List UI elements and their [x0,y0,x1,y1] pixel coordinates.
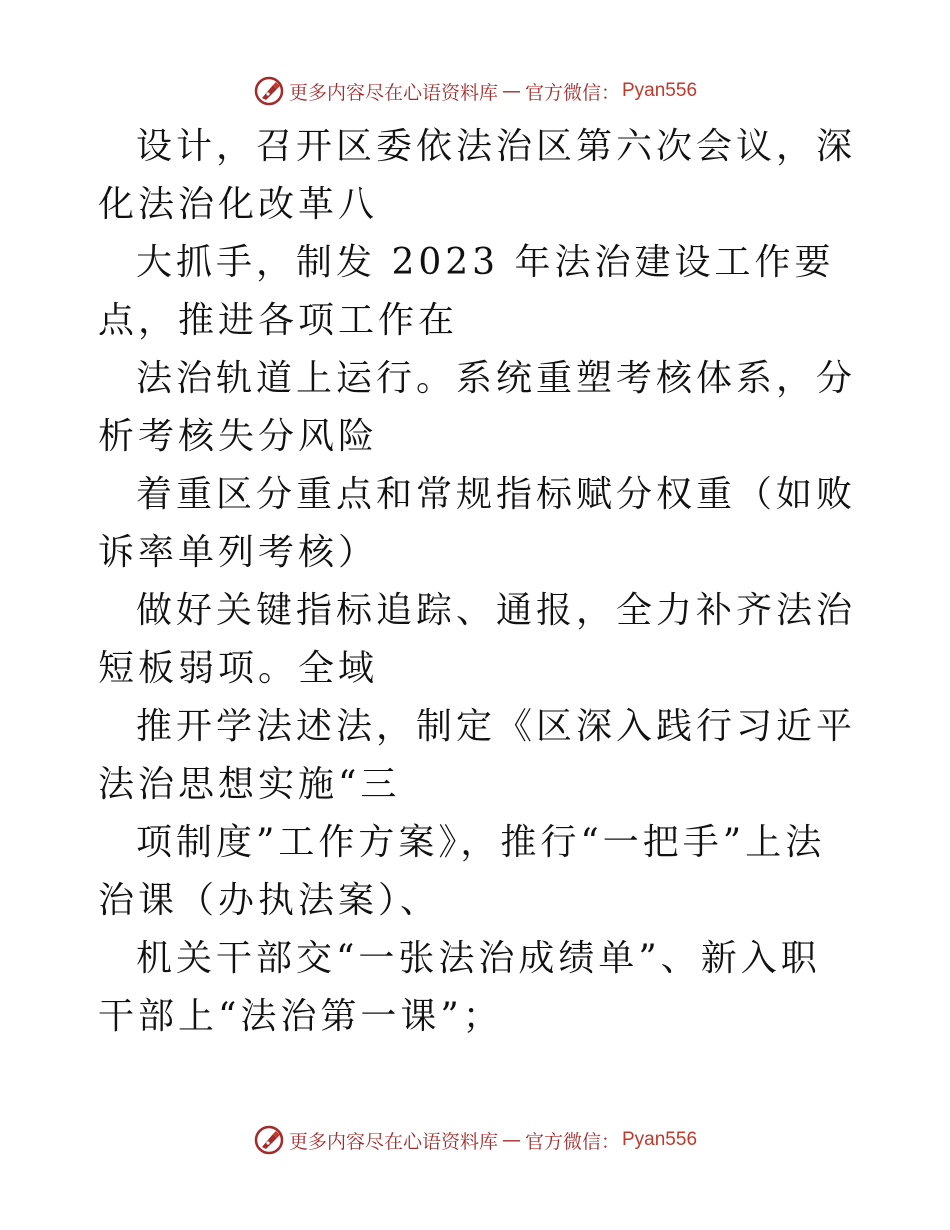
pen-nib-logo-icon [253,1124,285,1156]
paragraph-line: 大抓手，制发 2023 年法治建设工作要点，推进各项工作在 [98,242,835,341]
banner-separator: — [501,1129,521,1151]
paragraph-line: 机关干部交“一张法治成绩单”、新入职干部上“法治第一课”； [98,938,821,1037]
banner-separator: — [501,80,521,102]
paragraph-line: 做好关键指标追踪、通报，全力补齐法治短板弱项。全域 [98,590,857,689]
paragraph-line: 推开学法述法，制定《区深入践行习近平法治思想实施“三 [98,706,857,805]
paragraph-line: 项制度”工作方案》，推行“一把手”上法治课（办执法案）、 [98,822,826,921]
pen-nib-logo-icon [253,75,285,107]
document-body [98,118,858,1046]
banner-slogan: 更多内容尽在心语资料库 [288,81,498,104]
header-banner [0,71,950,111]
banner-wechat-label: 官方微信： [524,1130,620,1153]
banner-wechat-label: 官方微信： [524,81,620,104]
paragraph-line: 着重区分重点和常规指标赋分权重（如败诉率单列考核） [98,474,857,573]
banner-wechat-id: Pyan556 [622,1129,698,1150]
paragraph-line: 法治轨道上运行。系统重塑考核体系，分析考核失分风险 [98,358,857,457]
banner-slogan: 更多内容尽在心语资料库 [288,1130,498,1153]
banner-wechat-id: Pyan556 [622,80,698,101]
paragraph-line: 设计，召开区委依法治区第六次会议，深化法治化改革八 [98,126,857,225]
footer-banner [0,1120,950,1160]
